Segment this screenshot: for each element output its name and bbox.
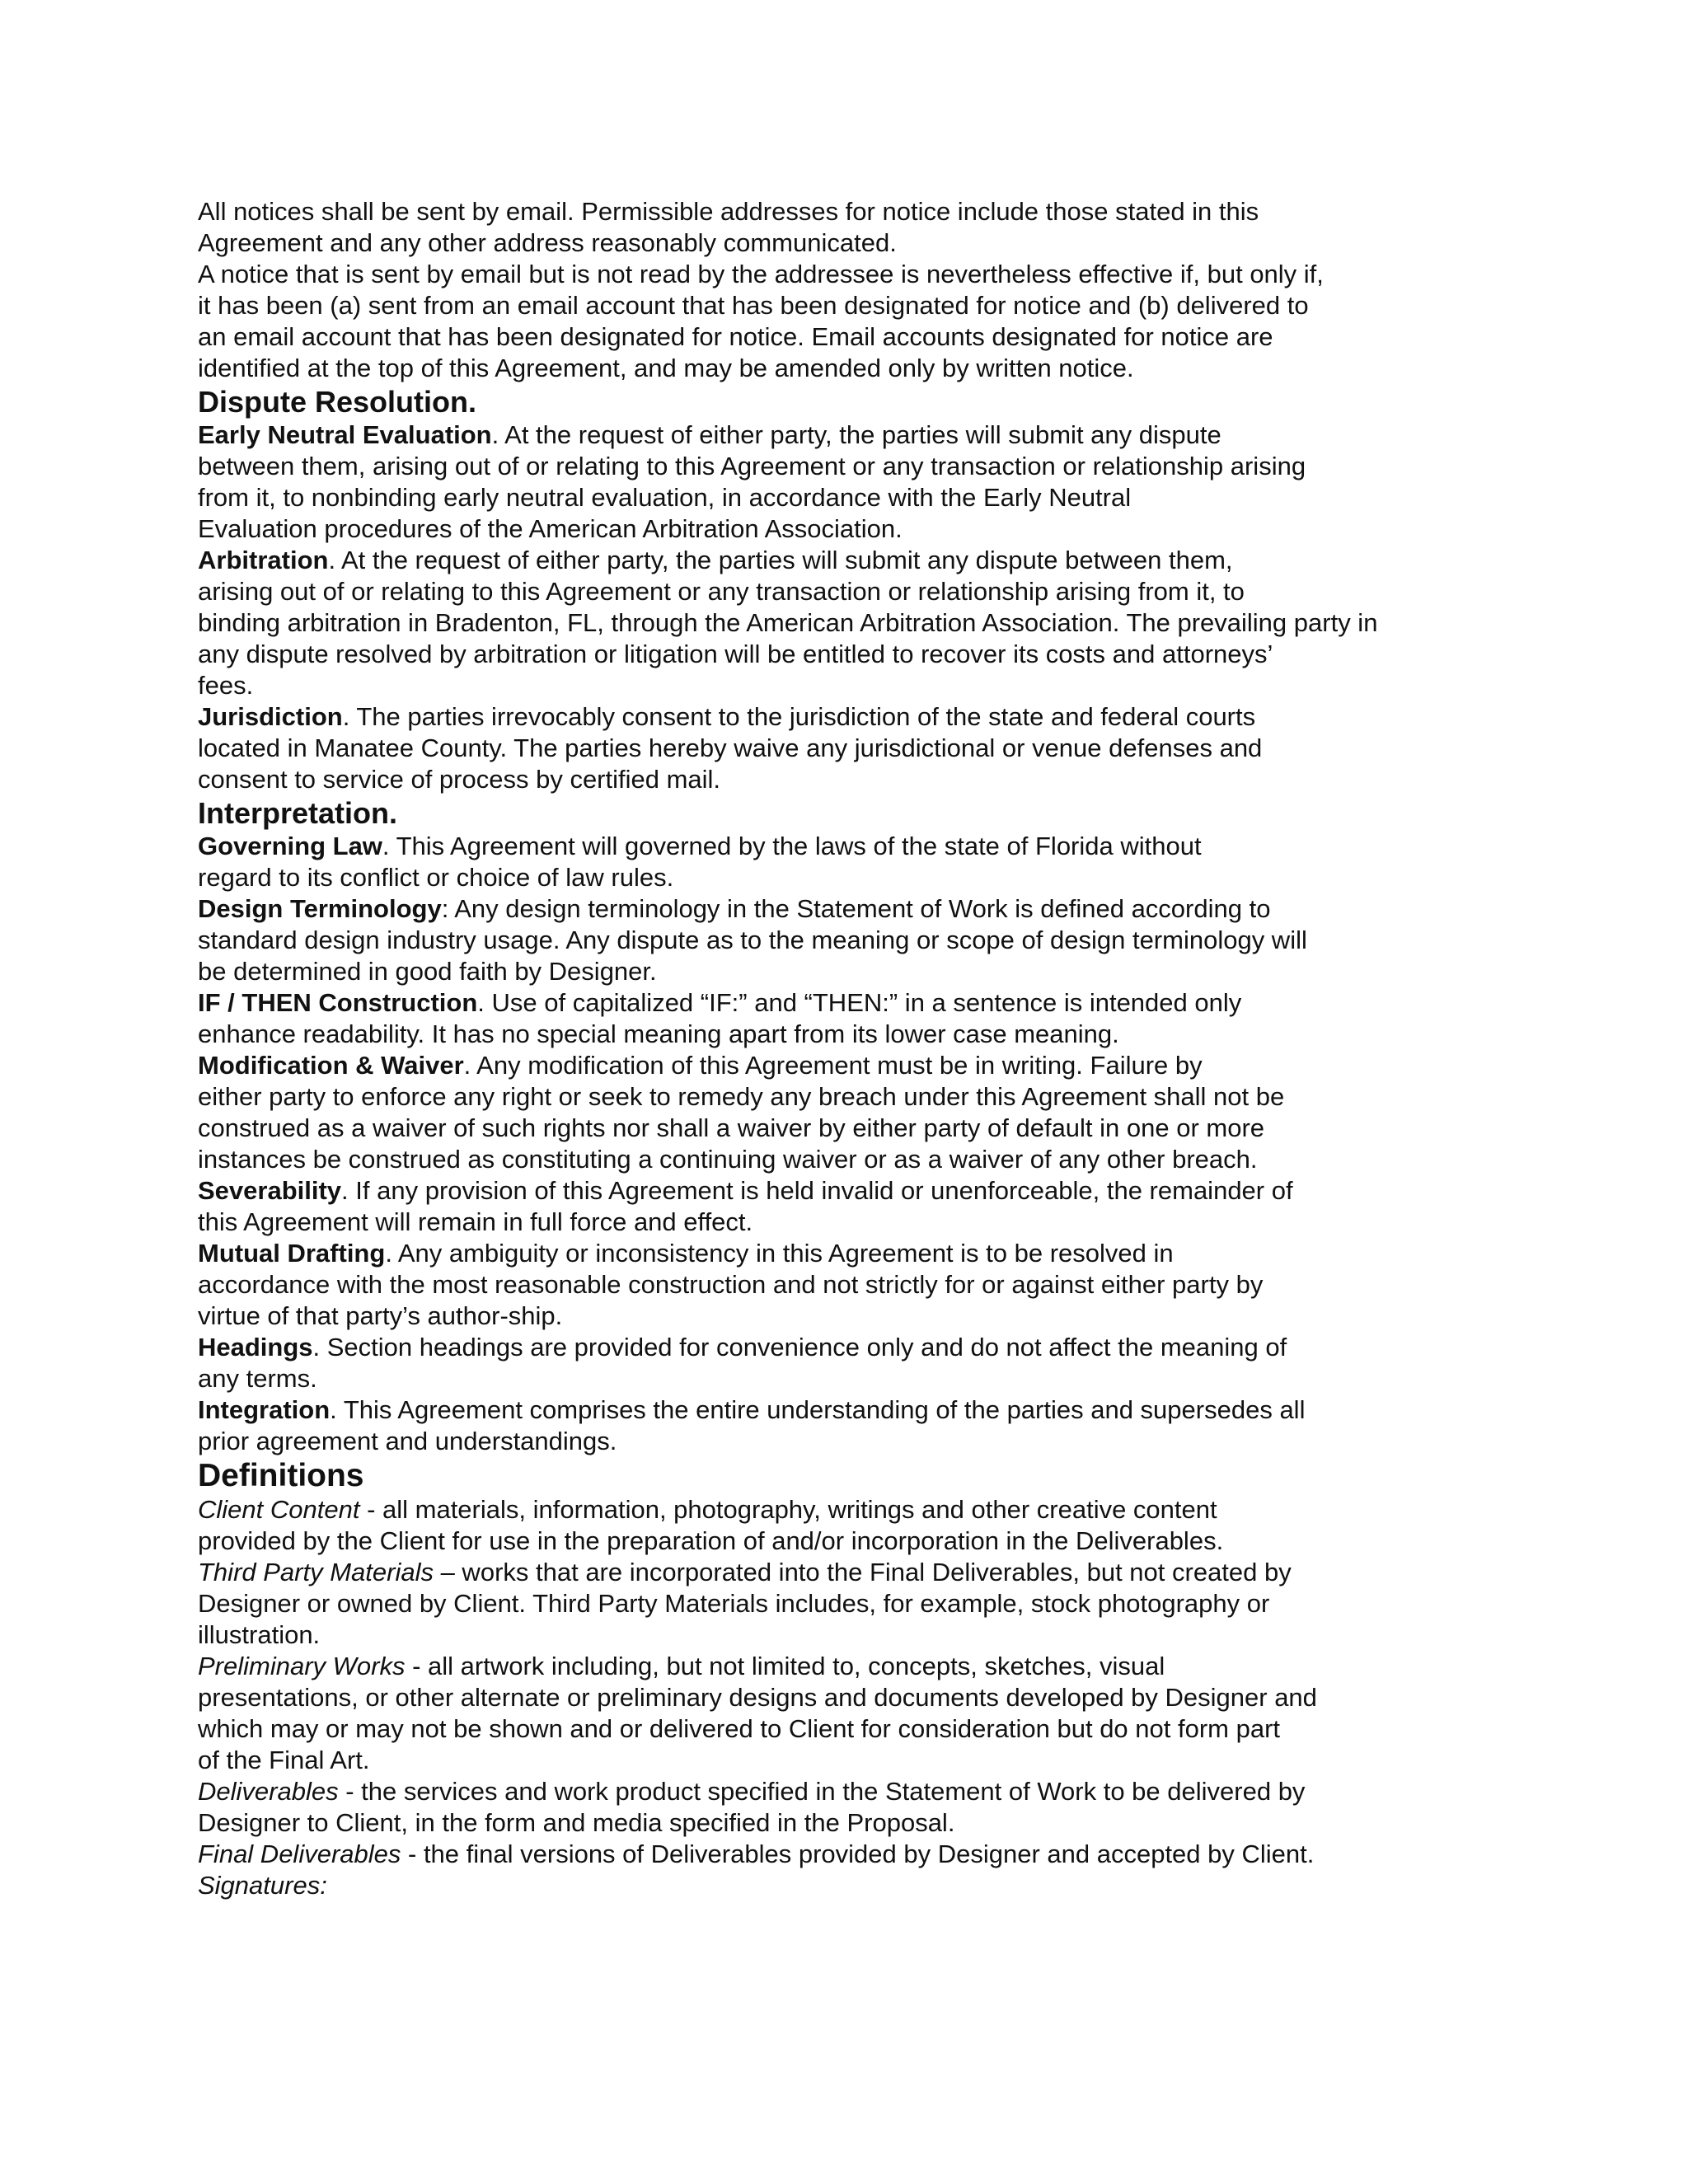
clause-label: Headings (198, 1333, 313, 1361)
clause-line: this Agreement will remain in full force and effect. (198, 1207, 753, 1236)
clause-label: Modification & Waiver (198, 1051, 464, 1080)
clause-line (198, 831, 1484, 862)
signatures-label (198, 1870, 1484, 1901)
mutual-drafting-clause (198, 1238, 1484, 1332)
third-party-materials-definition (198, 1557, 1484, 1651)
arbitration-clause (198, 545, 1484, 701)
document-page (198, 196, 1484, 1901)
final-deliverables-definition (198, 1839, 1484, 1870)
early-neutral-evaluation-clause (198, 419, 1484, 545)
clause-line: arising out of or relating to this Agreement or any transaction or relationship arising from it, to (198, 577, 1245, 606)
clause-line: construed as a waiver of such rights nor shall a waiver by either party of default in one or more (198, 1113, 1265, 1142)
clause-text: . This Agreement comprises the entire understanding of the parties and supersedes all (330, 1395, 1306, 1424)
notices-section (198, 196, 1484, 384)
interpretation-heading: Interpretation. (198, 796, 398, 830)
interpretation-section (198, 797, 1484, 1457)
clause-line (198, 1175, 1484, 1207)
signatures-text: Signatures: (198, 1871, 327, 1900)
clause-line (198, 1332, 1484, 1363)
clause-line: virtue of that party’s author-ship. (198, 1301, 563, 1330)
clause-line: binding arbitration in Bradenton, FL, through the American Arbitration Association. The prevailing party in (198, 608, 1378, 637)
clause-line: any dispute resolved by arbitration or litigation will be entitled to recover its costs and attorneys’ (198, 640, 1273, 668)
clause-line: accordance with the most reasonable construction and not strictly for or against either party by (198, 1270, 1264, 1299)
definition-term: Deliverables (198, 1777, 339, 1806)
definition-line (198, 1651, 1484, 1682)
integration-clause (198, 1394, 1484, 1457)
clause-label: IF / THEN Construction (198, 988, 478, 1017)
clause-label: Design Terminology (198, 894, 442, 923)
definition-line: of the Final Art. (198, 1746, 370, 1774)
clause-line (198, 701, 1484, 733)
clause-label: Integration (198, 1395, 331, 1424)
clause-line (198, 545, 1484, 576)
definition-line: provided by the Client for use in the preparation of and/or incorporation in the Deliverables. (198, 1526, 1224, 1555)
clause-line: be determined in good faith by Designer. (198, 957, 657, 986)
definitions-section (198, 1459, 1484, 1901)
definition-line (198, 1839, 1484, 1870)
clause-line: from it, to nonbinding early neutral evaluation, in accordance with the Early Neutral (198, 483, 1132, 512)
notices-line-5: an email account that has been designated for notice. Email accounts designated for notice are (198, 322, 1273, 351)
deliverables-definition (198, 1776, 1484, 1839)
clause-line: consent to service of process by certified mail. (198, 765, 721, 794)
definition-text: - all artwork including, but not limited to, concepts, sketches, visual (405, 1652, 1165, 1680)
definition-text: – works that are incorporated into the Final Deliverables, but not created by (433, 1558, 1292, 1586)
definition-line: Designer or owned by Client. Third Party Materials includes, for example, stock photography or (198, 1589, 1270, 1618)
clause-label: Jurisdiction (198, 702, 343, 731)
clause-text: . At the request of either party, the parties will submit any dispute between them, (328, 546, 1233, 574)
dispute-resolution-heading: Dispute Resolution. (198, 385, 477, 419)
clause-text: . Section headings are provided for convenience only and do not affect the meaning of (312, 1333, 1287, 1361)
clause-text: . Any modification of this Agreement must be in writing. Failure by (463, 1051, 1203, 1080)
definition-text: - the services and work product specified in the Statement of Work to be delivered by (338, 1777, 1306, 1806)
clause-line (198, 419, 1484, 451)
clause-line: prior agreement and understandings. (198, 1427, 617, 1455)
notices-line-2: Agreement and any other address reasonably communicated. (198, 228, 897, 257)
design-terminology-clause (198, 893, 1484, 987)
clause-text: . If any provision of this Agreement is held invalid or unenforceable, the remainder of (341, 1176, 1293, 1205)
governing-law-clause (198, 831, 1484, 893)
definition-line: presentations, or other alternate or preliminary designs and documents developed by Designer and (198, 1683, 1317, 1712)
definition-term: Preliminary Works (198, 1652, 406, 1680)
definition-line (198, 1494, 1484, 1526)
definition-line (198, 1557, 1484, 1588)
clause-label: Mutual Drafting (198, 1239, 386, 1268)
notices-line-1: All notices shall be sent by email. Permissible addresses for notice include those stated in this (198, 197, 1259, 226)
clause-line: regard to its conflict or choice of law rules. (198, 863, 674, 892)
clause-line (198, 987, 1484, 1019)
clause-line (198, 1050, 1484, 1081)
clause-line (198, 1238, 1484, 1269)
definitions-heading: Definitions (198, 1458, 364, 1493)
clause-line: fees. (198, 671, 254, 700)
clause-text: . This Agreement will governed by the laws of the state of Florida without (382, 832, 1202, 860)
definition-term: Third Party Materials (198, 1558, 434, 1586)
notices-line-3: A notice that is sent by email but is not read by the addressee is nevertheless effective if, but only if, (198, 260, 1324, 288)
definition-term: Final Deliverables (198, 1840, 401, 1868)
definition-text: - the final versions of Deliverables provided by Designer and accepted by Client. (401, 1840, 1315, 1868)
clause-label: Severability (198, 1176, 342, 1205)
clause-line: instances be construed as constituting a continuing waiver or as a waiver of any other breach. (198, 1145, 1258, 1174)
clause-line (198, 1394, 1484, 1426)
definition-line (198, 1776, 1484, 1807)
definition-term: Client Content (198, 1495, 360, 1524)
preliminary-works-definition (198, 1651, 1484, 1776)
clause-text: . Use of capitalized “IF:” and “THEN:” in a sentence is intended only (477, 988, 1242, 1017)
jurisdiction-clause (198, 701, 1484, 795)
clause-line: standard design industry usage. Any dispute as to the meaning or scope of design terminology will (198, 926, 1307, 954)
headings-clause (198, 1332, 1484, 1394)
notices-line-6: identified at the top of this Agreement, and may be amended only by written notice. (198, 354, 1134, 382)
if-then-construction-clause (198, 987, 1484, 1050)
clause-line: located in Manatee County. The parties hereby waive any jurisdictional or venue defenses and (198, 733, 1263, 762)
clause-line: Evaluation procedures of the American Arbitration Association. (198, 514, 903, 543)
severability-clause (198, 1175, 1484, 1238)
modification-waiver-clause (198, 1050, 1484, 1175)
clause-text: : Any design terminology in the Statement of Work is defined according to (441, 894, 1271, 923)
notices-line-4: it has been (a) sent from an email account that has been designated for notice and (b) delivered to (198, 291, 1309, 320)
definition-text: - all materials, information, photography, writings and other creative content (359, 1495, 1217, 1524)
definition-line: illustration. (198, 1620, 321, 1649)
definition-line: which may or may not be shown and or delivered to Client for consideration but do not form part (198, 1714, 1281, 1743)
clause-text: . Any ambiguity or inconsistency in this Agreement is to be resolved in (385, 1239, 1174, 1268)
clause-line: either party to enforce any right or seek to remedy any breach under this Agreement shall not be (198, 1082, 1285, 1111)
clause-text: . The parties irrevocably consent to the jurisdiction of the state and federal courts (342, 702, 1256, 731)
definition-line: Designer to Client, in the form and media specified in the Proposal. (198, 1808, 955, 1837)
clause-line (198, 893, 1484, 925)
clause-label: Arbitration (198, 546, 329, 574)
dispute-resolution-section (198, 386, 1484, 795)
clause-label: Governing Law (198, 832, 382, 860)
clause-line: enhance readability. It has no special meaning apart from its lower case meaning. (198, 1019, 1119, 1048)
clause-text: . At the request of either party, the parties will submit any dispute (491, 420, 1221, 449)
clause-line: between them, arising out of or relating to this Agreement or any transaction or relationship arising (198, 452, 1306, 480)
clause-line: any terms. (198, 1364, 317, 1393)
client-content-definition (198, 1494, 1484, 1557)
clause-label: Early Neutral Evaluation (198, 420, 492, 449)
